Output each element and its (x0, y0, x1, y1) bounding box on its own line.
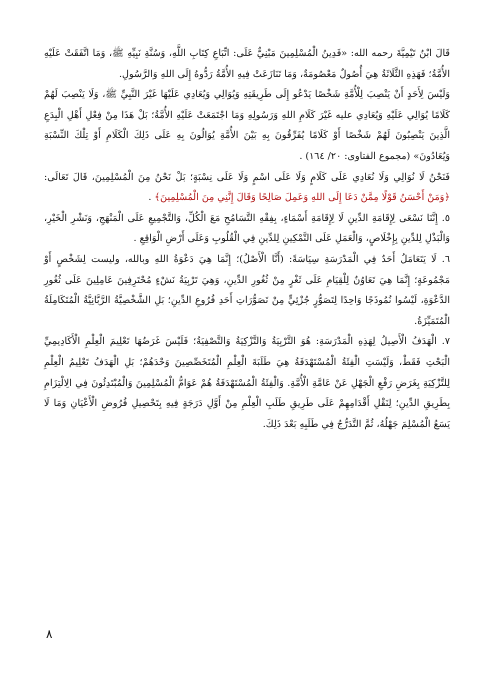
paragraph-quran-intro: فَنَحْنُ لَا نُوَالِي وَلَا نُعَادِي عَلَى كَلَامٍ وَلَا عَلَى اسْمٍ وَلَا عَلَى نِسْبَةٍ؛ بَلْ نَحْنُ مِنَ الْمُسْلِمِينَ، قَالَ تَعَالَى: (44, 171, 450, 183)
paragraph-quote-continuation: وَلَيْسَ لِأَحَدٍ أَنْ يَنْصِبَ لِلْأُمَّةِ شَخْصًا يَدْعُو إِلَى طَرِيقَتِهِ وَيُوَالِي وَيُعَادِي عَلَيْهَا غَيْرَ النَّبِيِّ ﷺ، وَلَا يَنْصِبَ لَهُمْ كَلَامًا يُوَالِي عَلَيْهِ وَيُعَادِي عليه غَيْرَ كَلَامِ اللهِ وَرَسُولِهِ وَمَا اجْتَمَعَتْ عَلَيْهِ الأُمَّةُ؛ بَلْ هَذَا مِنْ فِعْلِ أَهْلِ الْبِدَعِ الَّذِينَ يَنْصِبُونَ لَهُمْ شَخْصًا أَوْ كَلَامًا يُفَرِّقُونَ بِهِ بَيْنَ الأُمَّةِ يُوَالُونَ بِهِ عَلَى ذَلِكَ الْكَلَامِ أَوْ تِلْكَ النِّسْبَةِ وَيُعَادُونَ» (مجموع الفتاوى: ٢٠/ ١٦٤) . (44, 89, 450, 162)
page-body (44, 44, 450, 604)
quran-verse: ﴿وَمَنْ أَحْسَنُ قَوْلًا مِمَّنْ دَعَا إِلَى اللهِ وَعَمِلَ صَالِحًا وَقَالَ إِنَّنِي مِنَ الْمُسْلِمِينَ﴾ (154, 192, 450, 204)
paragraph-quran-citation (44, 168, 450, 209)
paragraph-point-7: ٧. الْهَدَفُ الْأَصِيلُ لِهَذِهِ الْمَدْرَسَةِ: هُوَ التَّرْبِيَةُ وَالتَّزْكِيَةُ وَالتَّصْفِيَةُ؛ فَلَيْسَ غَرَضُهَا تَعْلِيمَ الْعِلْمِ الْأَكَادِيمِيِّ الْبَحْتِ فَقَطْ، وَلَيْسَتِ الْفِئَةُ الْمُسْتَهْدَفَةُ هِيَ طَلَبَةَ الْعِلْمِ الْمُتَخَصِّصِينَ وَحْدَهُمْ؛ بَلِ الْهَدَفُ تَعْلِيمُ الْعِلْمِ لِلتَّزْكِيَةِ بِغَرَضِ رَفْعِ الْجَهْلِ عَنْ عَامَّةِ الْأُمَّةِ. وَالْفِئَةُ الْمُسْتَهْدَفَةُ هُمْ عَوَامُّ الْمُسْلِمِينَ وَالْمُبْتَدِئُونَ فِي الِالْتِزَامِ بِطَرِيقِ الدِّينِ؛ لِنَقْلِ أَقْدَامِهِمْ عَلَى طَرِيقِ طَلَبِ الْعِلْمِ مِنْ أَوَّلِ دَرَجَةٍ فِيهِ بِتَحْصِيلِ فُرُوضِ الْأَعْيَانِ وَمَا لَا يَسَعُ الْمُسْلِمَ جَهْلُهُ، ثُمَّ التَّدَرُّجُ فِي طَلَبِهِ بَعْدَ ذَلِكَ. (44, 336, 450, 430)
paragraph-point-6: ٦. لَا يَتَعَامَلُ أَحَدٌ فِي الْمَدْرَسَةِ سِيَاسَةً: (أَنَّا الْأَصْلُ)؛ إِنَّمَا هِيَ دَعْوَةُ اللهِ وبالله، وليست لِشَخْصٍ أَوْ مَجْمُوعَةٍ؛ إِنَّمَا هِيَ تَعَاوُنٌ لِلْقِيَامِ عَلَى ثَغْرٍ مِنْ ثُغُورِ الدِّينِ، وَهِيَ تَرْبِيَةُ نَشْءٍ مُحْتَرِفِينَ عَامِلِينَ عَلَى ثُغُورِ الدَّعْوَةِ، لَيْسُوا نُمُوذَجًا وَاحِدًا لِتَصَوُّرٍ جُزْئِيٍّ مِنْ تَصَوُّرَاتِ أَحَدِ فُرُوعِ الدِّينِ؛ بَلِ الشَّخْصِيَّةُ الرَّبَّانِيَّةُ الْمُتَكَامِلَةُ الْمُتَمَيِّزَةُ. (44, 253, 450, 327)
paragraph-point-5: ٥. إِنَّنَا نَسْعَى لِإِقَامَةِ الدِّينِ لَا لِإِقَامَةِ أَسْمَاءٍ، بِفِقْهِ التَّسَامُحِ مَعَ الْكُلِّ، وَالتَّجْمِيعِ عَلَى الْمَنْهَجِ، وَنَشْرِ الْخَيْرِ، وَالْبَذْلِ لِلدِّينِ بِإِخْلَاصٍ، وَالْعَمَلِ عَلَى التَّمْكِينِ لِلدِّينِ فِي الْقُلُوبِ وَعَلَى أَرْضِ الْوَاقِعِ . (44, 212, 450, 245)
page-number: ٨ (46, 627, 53, 641)
paragraph-ibn-taymiyya-quote: قَالَ ابْنُ تَيْمِيَّةَ رحمه الله: «فَدِينُ الْمُسْلِمِينَ مَبْنِيٌّ عَلَى: اتِّبَاعِ كِتَابِ اللَّهِ، وَسُنَّةِ نَبِيِّهِ ﷺ، وَمَا اتَّفَقَتْ عَلَيْهِ الأُمَّةُ؛ فَهَذِهِ الثَّلَاثَةُ هِيَ أُصُولٌ مَعْصُومَةٌ، وَمَا تَنَازَعَتْ فِيهِ الأُمَّةُ رَدُّوهُ إِلَى اللهِ وَالرَّسُولِ. (44, 48, 450, 80)
paragraph-quran-end: . (148, 192, 152, 204)
